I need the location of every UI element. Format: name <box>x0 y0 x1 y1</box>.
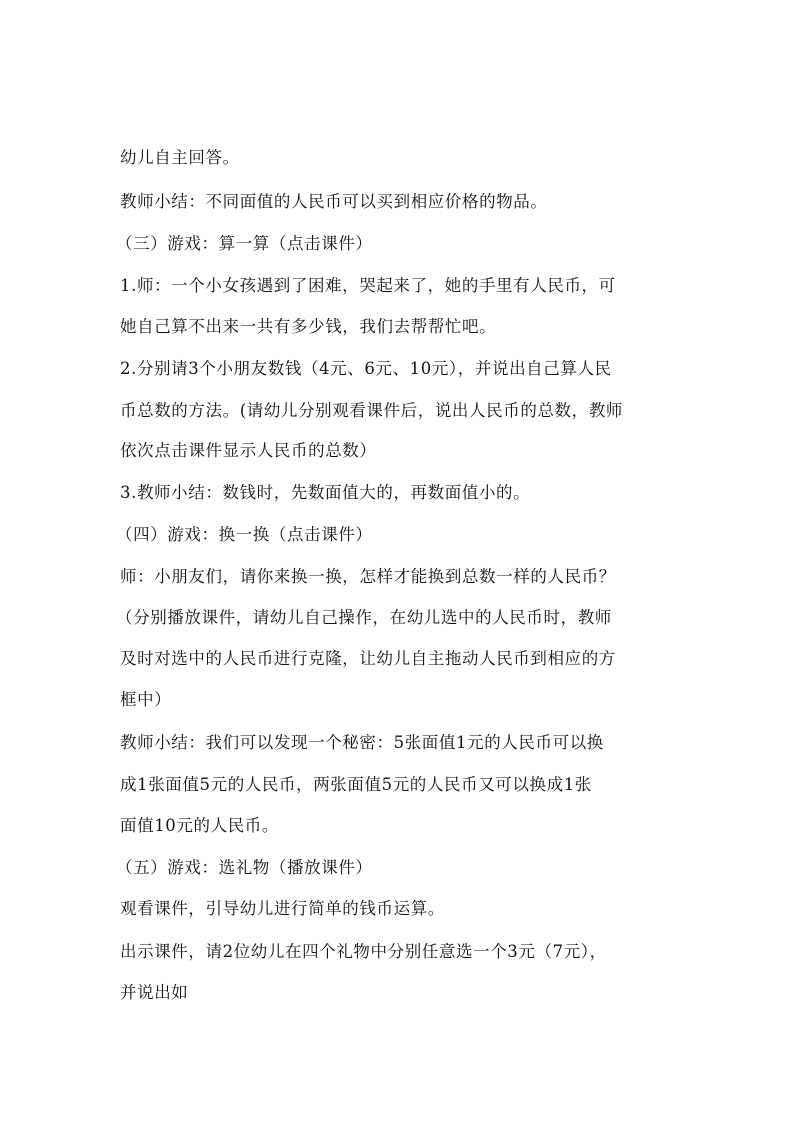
text-line-7: 币总数的方法。(请幼儿分别观看课件后，说出人民币的总数，教师 <box>120 401 623 420</box>
text-line-15: 教师小结：我们可以发现一个秘密：5张面值1元的人民币可以换 <box>120 733 604 752</box>
text-line-5: 她自己算不出来一共有多少钱，我们去帮帮忙吧。 <box>120 317 497 336</box>
text-line-19: 观看课件，引导幼儿进行简单的钱币运算。 <box>120 899 445 918</box>
text-line-20: 出示课件，请2位幼儿在四个礼物中分别任意选一个3元（7元）， <box>120 942 607 961</box>
section-heading-5: （五）游戏：选礼物（播放课件） <box>116 858 373 877</box>
text-line-2: 教师小结：不同面值的人民币可以买到相应价格的物品。 <box>120 192 548 211</box>
text-line-4: 1.师：一个小女孩遇到了困难，哭起来了，她的手里有人民币，可 <box>120 276 616 295</box>
text-line-8: 依次点击课件显示人民币的总数） <box>120 441 377 460</box>
text-line-12: （分别播放课件，请幼儿自己操作，在幼儿选中的人民币时，教师 <box>116 608 612 627</box>
text-line-14: 框中） <box>120 690 172 709</box>
section-heading-3: （三）游戏：算一算（点击课件） <box>116 234 373 253</box>
text-line-16: 成1张面值5元的人民币，两张面值5元的人民币又可以换成1张 <box>120 775 592 794</box>
text-line-6: 2.分别请3个小朋友数钱（4元、6元、10元），并说出自己算人民 <box>120 359 612 378</box>
text-line-21: 并说出如 <box>120 983 189 1002</box>
text-line-13: 及时对选中的人民币进行克隆，让幼儿自主拖动人民币到相应的方 <box>120 649 616 668</box>
text-line-17: 面值10元的人民币。 <box>120 816 279 835</box>
text-line-11: 师：小朋友们，请你来换一换，怎样才能换到总数一样的人民币？ <box>120 567 616 586</box>
text-line-1: 幼儿自主回答。 <box>120 148 240 167</box>
text-line-9: 3.教师小结：数钱时，先数面值大的，再数面值小的。 <box>120 483 531 502</box>
section-heading-4: （四）游戏：换一换（点击课件） <box>116 525 373 544</box>
